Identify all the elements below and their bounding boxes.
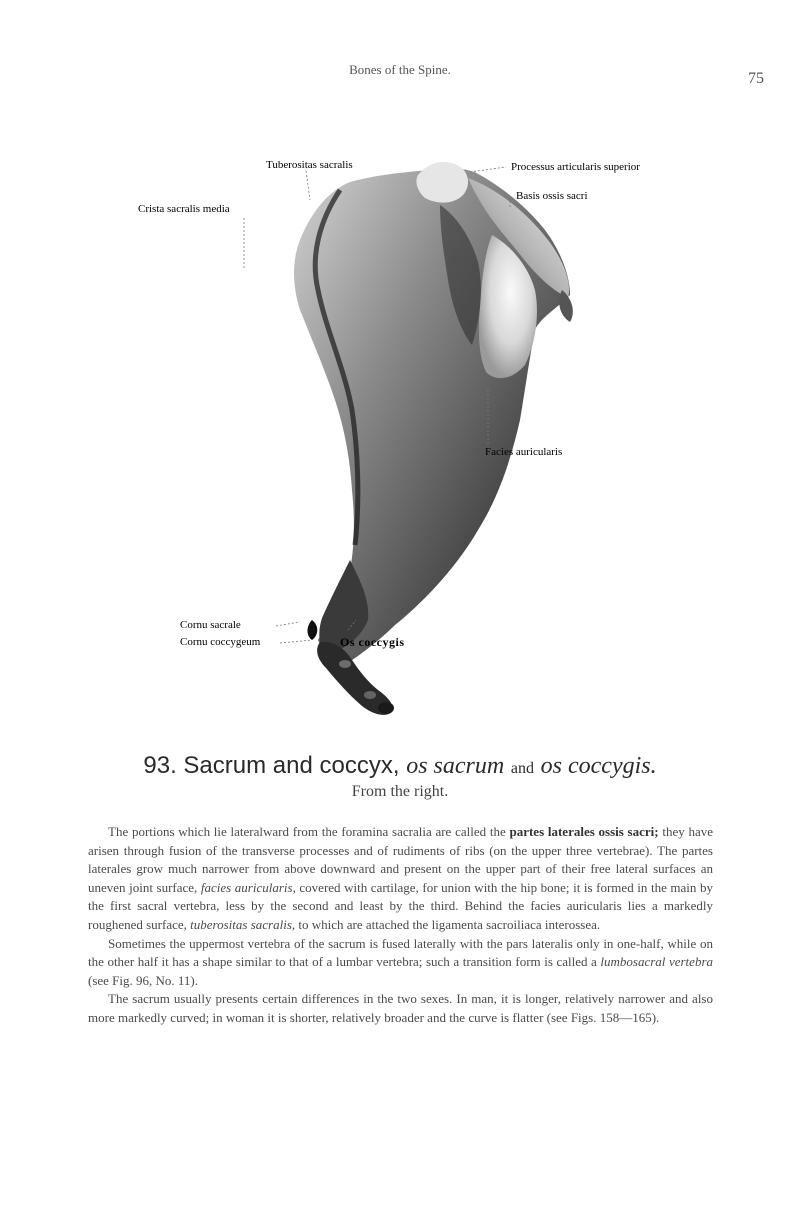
leader-cornu-coccygeum xyxy=(280,640,312,643)
lateral-notch xyxy=(559,290,573,322)
term-partes-laterales: partes laterales ossis sacri; xyxy=(509,824,659,839)
caption-title: Sacrum and coccyx, xyxy=(183,752,400,779)
label-tuberositas-sacralis: Tuberositas sacralis xyxy=(266,159,353,171)
caption-latin-coccygis: os coccygis. xyxy=(540,753,657,779)
label-os-coccygis: Os coccygis xyxy=(340,635,405,649)
paragraph-lumbosacral: Sometimes the uppermost vertebra of the sacrum is fused laterally with the pars lateralis only in one-half, while on the other half it has a shape similar to that of a lumbar vertebra; such a transition form is called a lumbosacral vertebra (see Fig. 96, No. 11). xyxy=(88,935,713,988)
caption-latin-sacrum: os sacrum xyxy=(406,753,505,779)
caption-and: and xyxy=(510,760,534,777)
leader-cornu-sacrale xyxy=(276,622,300,626)
cornu-sacrale-shape xyxy=(308,620,318,640)
paragraph-partes-laterales: The portions which lie lateralward from the foramina sacralia are called the partes laterales ossis sacri; they have arisen through fusion of the transverse processes and of rudiments of ribs (on the upper three vertebrae). The partes laterales grow much narrower from above downward and present on the upper part of their free lateral surfaces an uneven joint surface, facies auricularis, covered with cartilage, for union with the hip bone; it is formed in the main by the first sacral vertebra, less by the second and least by the third. Behind the facies auricularis lies a markedly roughened surface, tuberositas sacralis, to which are attached the ligamenta sacroiliaca interossea. xyxy=(88,824,713,932)
label-cornu-sacrale: Cornu sacrale xyxy=(180,619,241,631)
term-tuberositas-sacralis: tuberositas sacralis xyxy=(190,916,292,932)
term-facies-auricularis: facies auricularis xyxy=(200,879,293,895)
paragraph-sex-differences: The sacrum usually presents certain differences in the two sexes. In man, it is longer, relatively narrower and also more markedly curved; in woman it is shorter, relatively broader and the curve is flatter (see Figs. 158—165). xyxy=(88,991,713,1025)
figure-subcaption: From the right. xyxy=(351,783,449,800)
caption-number: 93. xyxy=(143,752,177,779)
leader-processus xyxy=(470,167,506,172)
page-number: 75 xyxy=(748,70,764,87)
figure-caption xyxy=(0,752,800,780)
leader-tuberositas xyxy=(306,171,310,200)
running-head: Bones of the Spine. xyxy=(349,62,451,77)
label-cornu-coccygeum: Cornu coccygeum xyxy=(180,636,261,648)
body-text xyxy=(88,823,713,1028)
processus-articularis-superior xyxy=(416,162,468,203)
label-crista-sacralis-media: Crista sacralis media xyxy=(138,203,230,215)
term-lumbosacral-vertebra: lumbosacral vertebra xyxy=(600,954,713,970)
label-processus-articularis-superior: Processus articularis superior xyxy=(511,161,640,173)
label-basis-ossis-sacri: Basis ossis sacri xyxy=(516,190,588,202)
label-facies-auricularis: Facies auricularis xyxy=(485,446,563,458)
